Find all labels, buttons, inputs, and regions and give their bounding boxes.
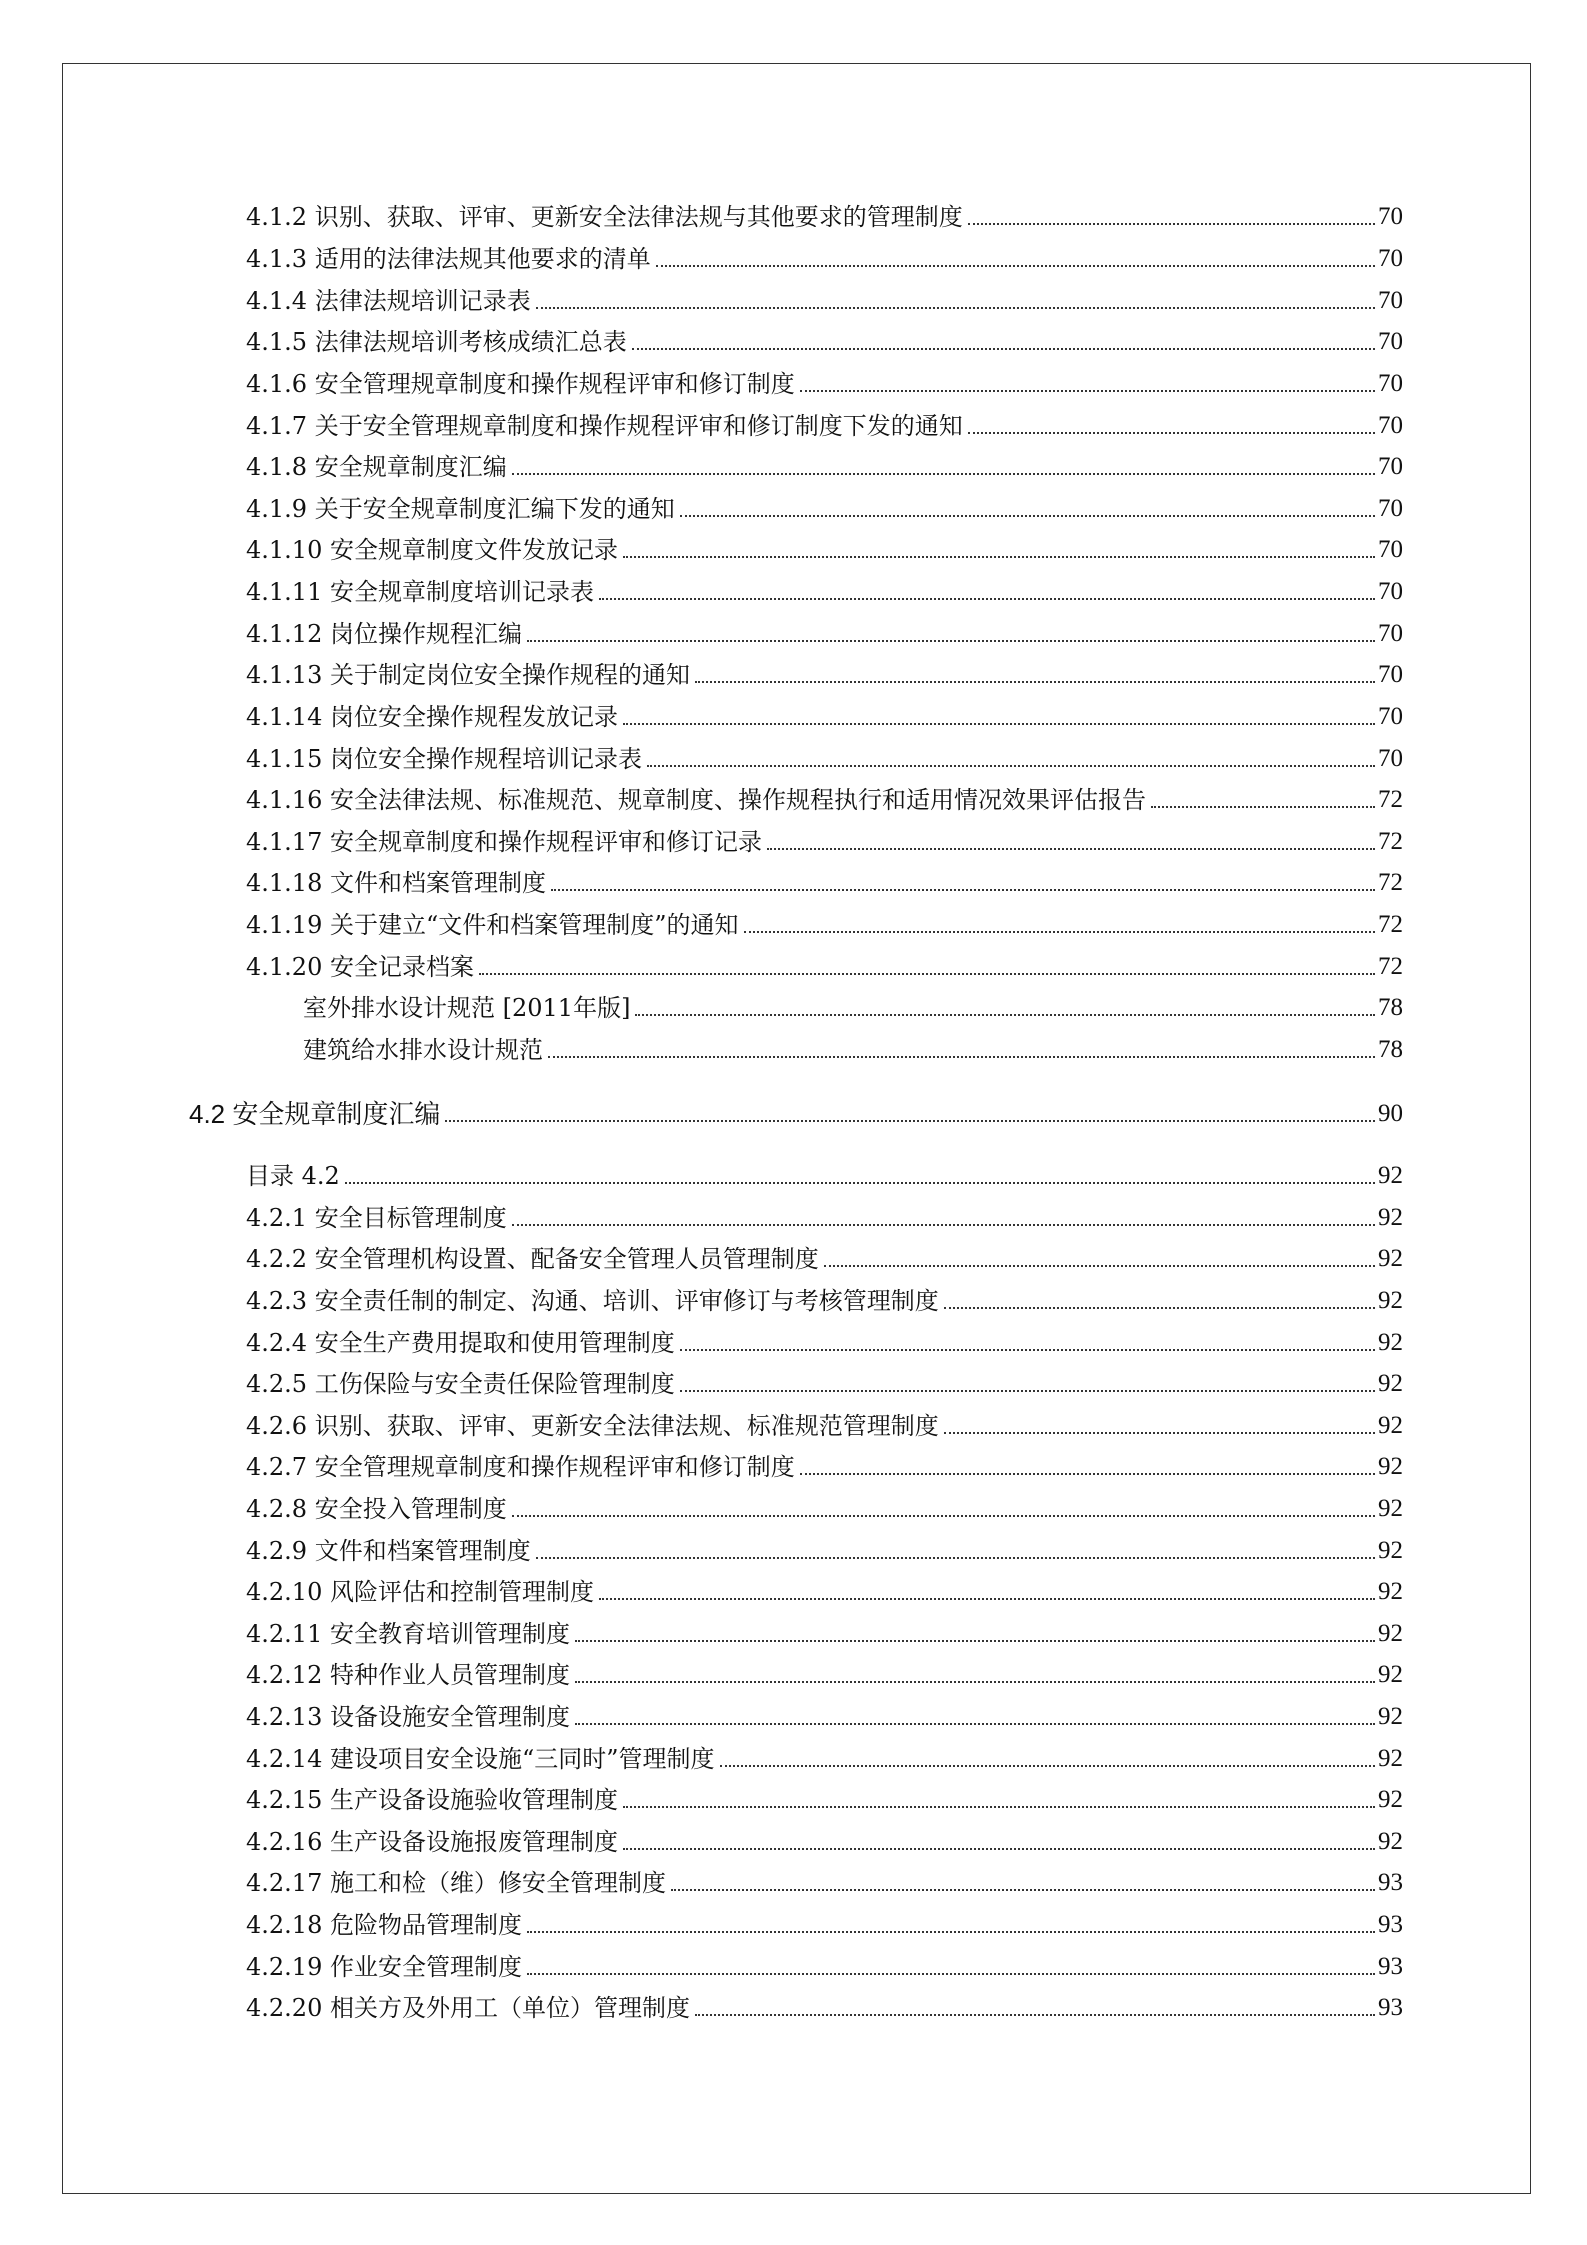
toc-entry-page: 92 [1378, 1578, 1403, 1605]
toc-entry[interactable] [246, 946, 1403, 982]
toc-entry[interactable] [303, 1029, 1403, 1065]
toc-entry[interactable] [246, 696, 1403, 732]
toc-entry-title: 4.1.14 岗位安全操作规程发放记录 [246, 703, 618, 731]
toc-entry[interactable] [246, 738, 1403, 774]
toc-entry-page: 70 [1378, 578, 1403, 605]
toc-entry-title: 4.1.13 关于制定岗位安全操作规程的通知 [246, 661, 690, 689]
toc-entry-title: 4.2.14 建设项目安全设施“三同时”管理制度 [246, 1745, 715, 1773]
toc-entry-title: 4.2.13 设备设施安全管理制度 [246, 1703, 570, 1731]
toc-entry[interactable] [246, 1363, 1403, 1399]
toc-entry-title: 4.1.20 安全记录档案 [246, 953, 474, 981]
toc-entry-page: 78 [1378, 994, 1403, 1021]
toc-entry-page: 92 [1378, 1537, 1403, 1564]
toc-section-page: 90 [1378, 1100, 1403, 1127]
dot-leader [695, 2013, 1375, 2016]
toc-entry[interactable] [246, 862, 1403, 898]
toc-entry[interactable] [246, 1530, 1403, 1566]
toc-entry-title: 4.1.10 安全规章制度文件发放记录 [246, 536, 618, 564]
toc-entry[interactable] [246, 363, 1403, 399]
toc-entry-page: 70 [1378, 412, 1403, 439]
toc-entry-page: 70 [1378, 745, 1403, 772]
toc-entry[interactable] [246, 1696, 1403, 1732]
toc-entry[interactable] [246, 1405, 1403, 1441]
toc-entry-page: 70 [1378, 620, 1403, 647]
dot-leader [527, 1972, 1375, 1975]
toc-entry-title: 4.2.6 识别、获取、评审、更新安全法律法规、标准规范管理制度 [246, 1412, 939, 1440]
toc-entry-title: 4.2.4 安全生产费用提取和使用管理制度 [246, 1329, 675, 1357]
dot-leader [632, 347, 1375, 350]
toc-entry[interactable] [246, 488, 1403, 524]
toc-entry[interactable] [246, 321, 1403, 357]
dot-leader [623, 555, 1375, 558]
toc-entry-title: 4.2.5 工伤保险与安全责任保险管理制度 [246, 1370, 675, 1398]
toc-entry[interactable] [246, 1446, 1403, 1482]
toc-entry[interactable] [246, 1155, 1403, 1191]
toc-entry[interactable] [246, 779, 1403, 815]
toc-entry[interactable] [246, 446, 1403, 482]
toc-entry-title: 4.2.17 施工和检（维）修安全管理制度 [246, 1869, 666, 1897]
toc-entry-title: 建筑给水排水设计规范 [303, 1036, 543, 1064]
toc-entry-page: 70 [1378, 495, 1403, 522]
toc-entry-title: 4.1.11 安全规章制度培训记录表 [246, 578, 594, 606]
toc-entry[interactable] [246, 1904, 1403, 1940]
dot-leader [445, 1119, 1375, 1122]
toc-entry[interactable] [246, 1238, 1403, 1274]
toc-entry-page: 70 [1378, 370, 1403, 397]
toc-entry[interactable] [246, 1488, 1403, 1524]
dot-leader [599, 1597, 1375, 1600]
toc-entry-title: 4.2.2 安全管理机构设置、配备安全管理人员管理制度 [246, 1245, 819, 1273]
toc-entry[interactable] [246, 1779, 1403, 1815]
dot-leader [671, 1888, 1375, 1891]
toc-entry-title: 4.2.10 风险评估和控制管理制度 [246, 1578, 594, 1606]
toc-entry-page: 70 [1378, 203, 1403, 230]
toc-entry-page: 70 [1378, 536, 1403, 563]
toc-entry[interactable] [246, 238, 1403, 274]
toc-entry-title: 4.2.1 安全目标管理制度 [246, 1204, 507, 1232]
dot-leader [1151, 805, 1375, 808]
dot-leader [575, 1639, 1375, 1642]
toc-entry-page: 70 [1378, 287, 1403, 314]
toc-entry[interactable] [246, 1821, 1403, 1857]
toc-entry-page: 92 [1378, 1162, 1403, 1189]
toc-entry-title: 4.1.4 法律法规培训记录表 [246, 287, 531, 315]
toc-entry-title: 4.1.7 关于安全管理规章制度和操作规程评审和修订制度下发的通知 [246, 412, 963, 440]
toc-entry[interactable] [246, 1280, 1403, 1316]
toc-entry-title: 4.2.9 文件和档案管理制度 [246, 1537, 531, 1565]
toc-entry-page: 92 [1378, 1828, 1403, 1855]
toc-entry[interactable] [246, 196, 1403, 232]
toc-entry-page: 70 [1378, 661, 1403, 688]
dot-leader [527, 639, 1375, 642]
dot-leader [623, 722, 1375, 725]
toc-entry-title: 4.2.3 安全责任制的制定、沟通、培训、评审修订与考核管理制度 [246, 1287, 939, 1315]
toc-entry-page: 92 [1378, 1412, 1403, 1439]
toc-entry[interactable] [246, 1862, 1403, 1898]
dot-leader [551, 888, 1375, 891]
dot-leader [479, 972, 1375, 975]
dot-leader [968, 222, 1375, 225]
toc-entry-page: 92 [1378, 1786, 1403, 1813]
dot-leader [656, 264, 1375, 267]
toc-entry-page: 92 [1378, 1495, 1403, 1522]
dot-leader [527, 1930, 1375, 1933]
toc-entry[interactable] [246, 1197, 1403, 1233]
dot-leader [512, 1223, 1375, 1226]
toc-entry-page: 92 [1378, 1329, 1403, 1356]
dot-leader [512, 1514, 1375, 1517]
toc-entry-title: 4.2.18 危险物品管理制度 [246, 1911, 522, 1939]
toc-entry-title: 4.2.16 生产设备设施报废管理制度 [246, 1828, 618, 1856]
toc-entry[interactable] [246, 405, 1403, 441]
toc-entry-title: 4.1.12 岗位操作规程汇编 [246, 620, 522, 648]
toc-entry[interactable] [246, 904, 1403, 940]
toc-entry[interactable] [246, 571, 1403, 607]
toc-entry-title: 4.2.7 安全管理规章制度和操作规程评审和修订制度 [246, 1453, 795, 1481]
toc-entry-title: 4.2.20 相关方及外用工（单位）管理制度 [246, 1994, 690, 2022]
toc-entry-page: 92 [1378, 1745, 1403, 1772]
toc-entry-page: 70 [1378, 703, 1403, 730]
toc-entry-title: 4.1.5 法律法规培训考核成绩汇总表 [246, 328, 627, 356]
toc-entry-title: 室外排水设计规范 [2011年版] [303, 994, 631, 1022]
toc-entry-title: 4.2.8 安全投入管理制度 [246, 1495, 507, 1523]
dot-leader [623, 1805, 1375, 1808]
toc-entry-title: 4.1.17 安全规章制度和操作规程评审和修订记录 [246, 828, 762, 856]
toc-entry-page: 92 [1378, 1453, 1403, 1480]
toc-entry-page: 92 [1378, 1620, 1403, 1647]
dot-leader [968, 431, 1375, 434]
toc-entry[interactable] [303, 987, 1403, 1023]
dot-leader [824, 1264, 1375, 1267]
toc-entry-page: 93 [1378, 1994, 1403, 2021]
dot-leader [635, 1013, 1375, 1016]
toc-entry-page: 92 [1378, 1661, 1403, 1688]
toc-entry-title: 4.1.19 关于建立“文件和档案管理制度”的通知 [246, 911, 739, 939]
dot-leader [695, 680, 1375, 683]
dot-leader [767, 847, 1375, 850]
toc-entry[interactable] [246, 529, 1403, 565]
dot-leader [680, 1389, 1375, 1392]
dot-leader [599, 597, 1375, 600]
dot-leader [575, 1722, 1375, 1725]
toc-entry-title: 4.1.9 关于安全规章制度汇编下发的通知 [246, 495, 675, 523]
dot-leader [720, 1764, 1375, 1767]
dot-leader [680, 1348, 1375, 1351]
dot-leader [575, 1680, 1375, 1683]
toc-entry[interactable] [246, 1322, 1403, 1358]
dot-leader [536, 1556, 1375, 1559]
toc-entry-page: 72 [1378, 911, 1403, 938]
toc-entry[interactable] [246, 1738, 1403, 1774]
toc-entry[interactable] [246, 1946, 1403, 1982]
toc-entry-page: 92 [1378, 1370, 1403, 1397]
toc-entry-page: 78 [1378, 1036, 1403, 1063]
toc-entry-title: 4.1.15 岗位安全操作规程培训记录表 [246, 745, 642, 773]
toc-entry-page: 92 [1378, 1204, 1403, 1231]
dot-leader [647, 764, 1375, 767]
toc-entry-title: 4.2.11 安全教育培训管理制度 [246, 1620, 570, 1648]
dot-leader [944, 1306, 1375, 1309]
toc-entry-page: 70 [1378, 453, 1403, 480]
toc-entry[interactable] [246, 1613, 1403, 1649]
toc-entry[interactable] [246, 613, 1403, 649]
dot-leader [680, 514, 1375, 517]
toc-entry-page: 92 [1378, 1703, 1403, 1730]
toc-section-heading[interactable] [189, 1093, 1403, 1129]
toc-entry-title: 4.1.8 安全规章制度汇编 [246, 453, 507, 481]
toc-entry-title: 4.1.16 安全法律法规、标准规范、规章制度、操作规程执行和适用情况效果评估报告 [246, 786, 1146, 814]
toc-entry-title: 4.2.15 生产设备设施验收管理制度 [246, 1786, 618, 1814]
toc-entry-page: 72 [1378, 828, 1403, 855]
dot-leader [800, 389, 1375, 392]
toc-entry-page: 70 [1378, 245, 1403, 272]
toc-entry-page: 93 [1378, 1869, 1403, 1896]
dot-leader [800, 1472, 1375, 1475]
dot-leader [548, 1055, 1375, 1058]
toc-entry-page: 72 [1378, 869, 1403, 896]
dot-leader [345, 1181, 1375, 1184]
toc-entry-title: 4.2.19 作业安全管理制度 [246, 1953, 522, 1981]
toc-entry-title: 4.1.6 安全管理规章制度和操作规程评审和修订制度 [246, 370, 795, 398]
dot-leader [512, 472, 1375, 475]
toc-entry-page: 93 [1378, 1911, 1403, 1938]
toc-entry[interactable] [246, 1654, 1403, 1690]
toc-entry-title: 目录 4.2 [246, 1162, 340, 1190]
toc-entry-page: 92 [1378, 1287, 1403, 1314]
toc-entry[interactable] [246, 654, 1403, 690]
toc-entry-title: 4.1.2 识别、获取、评审、更新安全法律法规与其他要求的管理制度 [246, 203, 963, 231]
dot-leader [744, 930, 1375, 933]
toc-entry-page: 70 [1378, 328, 1403, 355]
toc-entry[interactable] [246, 1987, 1403, 2023]
toc-entry-title: 4.2.12 特种作业人员管理制度 [246, 1661, 570, 1689]
dot-leader [623, 1847, 1375, 1850]
toc-entry-title: 4.1.3 适用的法律法规其他要求的清单 [246, 245, 651, 273]
dot-leader [536, 306, 1375, 309]
toc-entry-page: 93 [1378, 1953, 1403, 1980]
toc-entry[interactable] [246, 821, 1403, 857]
toc-section-title: 4.2 安全规章制度汇编 [189, 1099, 441, 1129]
dot-leader [944, 1431, 1375, 1434]
toc-entry[interactable] [246, 1571, 1403, 1607]
toc-entry[interactable] [246, 280, 1403, 316]
toc-entry-page: 92 [1378, 1245, 1403, 1272]
toc-entry-title: 4.1.18 文件和档案管理制度 [246, 869, 546, 897]
toc-entry-page: 72 [1378, 953, 1403, 980]
toc-entry-page: 72 [1378, 786, 1403, 813]
